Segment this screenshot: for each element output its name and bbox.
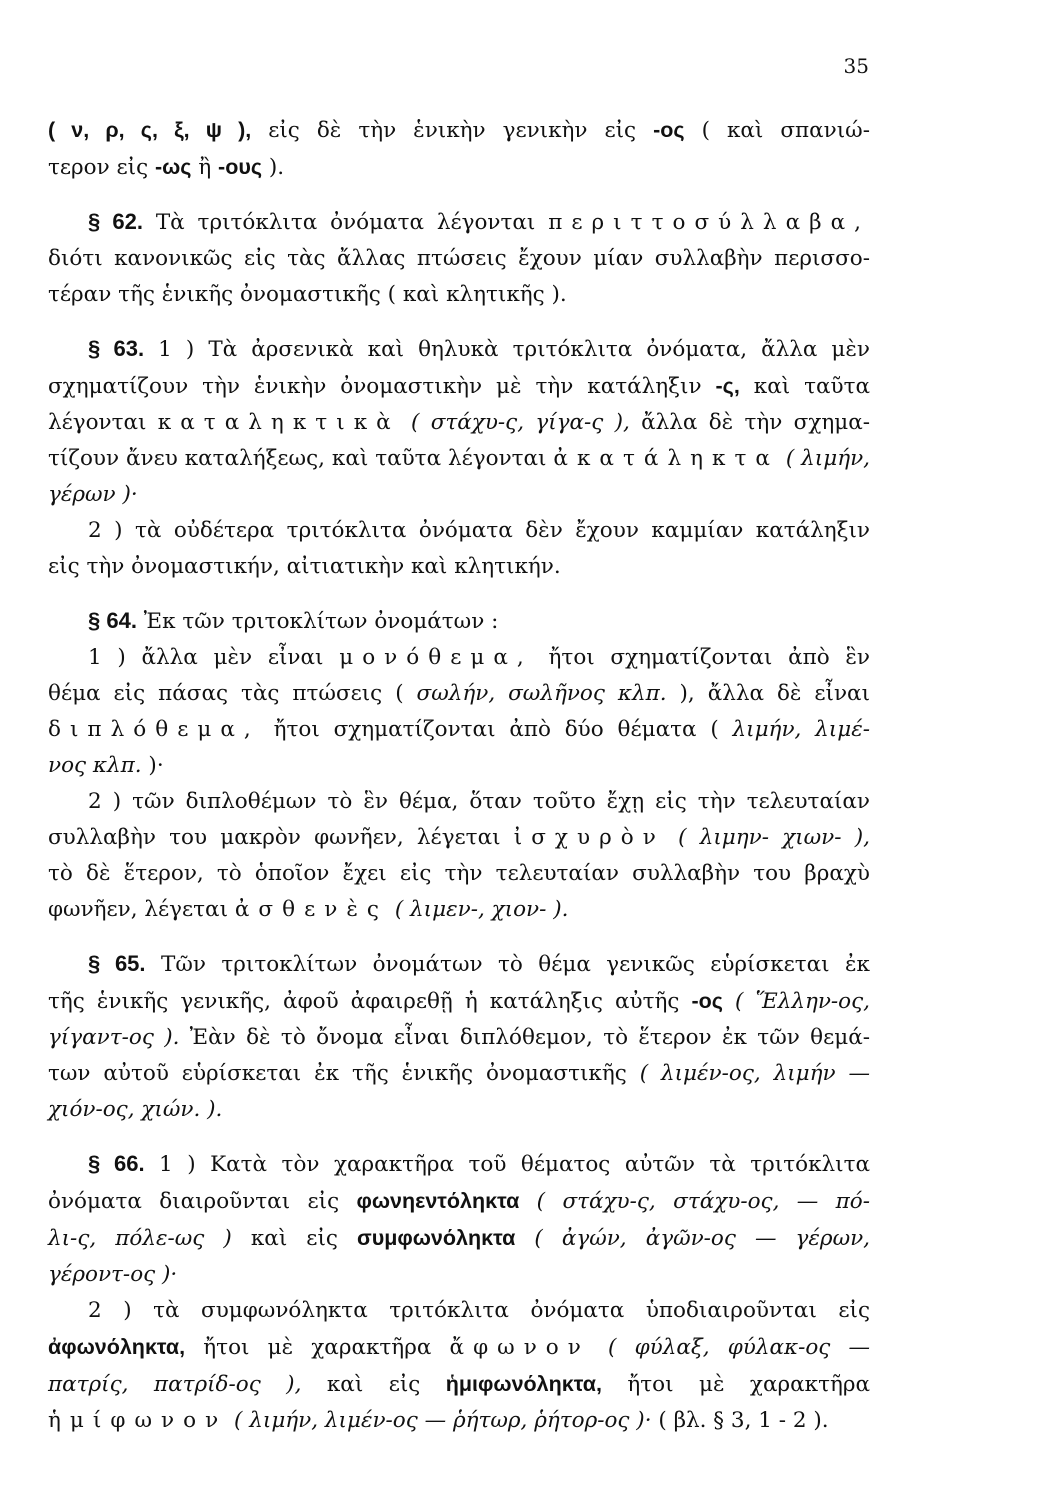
section-64-line: § 64. Ἐκ τῶν τριτοκλίτων ὀνομάτων : (88, 608, 499, 634)
section-65-line: των αὐτοῦ εὑρίσκεται ἐκ τῆς ἑνικῆς ὀνομαστικῆς ( λιμέν-ος, λιμήν — (48, 1061, 870, 1086)
section-62-number: § 62. (88, 209, 143, 234)
section-62-line: τέραν τῆς ἑνικῆς ὀνομαστικῆς ( καὶ κλητικῆς ). (48, 282, 567, 307)
section-63-line: 2 ) τὰ οὐδέτερα τριτόκλιτα ὀνόματα δὲν ἔχουν καμμίαν κατάληξιν (88, 518, 870, 543)
section-64-line: νος κλπ. )· (48, 753, 164, 778)
section-63-line: εἰς τὴν ὀνομαστικήν, αἰτιατικὴν καὶ κλητικήν. (48, 554, 561, 579)
section-63-line: τίζουν ἄνευ καταλήξεως, καὶ ταῦτα λέγονται ἀκατάληκτα ( λιμήν, (48, 446, 870, 471)
page-number: 35 (843, 54, 869, 78)
section-65-line: γίγαντ-ος ). Ἐὰν δὲ τὸ ὄνομα εἶναι διπλόθεμον, τὸ ἕτερον ἐκ τῶν θεμά- (48, 1025, 870, 1050)
section-65-line: § 65. Τῶν τριτοκλίτων ὀνομάτων τὸ θέμα γενικῶς εὑρίσκεται ἐκ (88, 951, 870, 977)
section-64-line: 1 ) ἄλλα μὲν εἶναι μονόθεμα, ἤτοι σχηματίζονται ἀπὸ ἓν (88, 645, 870, 670)
section-66-line: 2 ) τὰ συμφωνόληκτα τριτόκλιτα ὀνόματα ὑποδιαιροῦνται εἰς (88, 1298, 870, 1323)
section-64-line: τὸ δὲ ἕτερον, τὸ ὁποῖον ἔχει εἰς τὴν τελευταίαν συλλαβὴν του βραχὺ (48, 861, 870, 886)
section-63-line: γέρων )· (48, 482, 138, 507)
section-65-line: τῆς ἑνικῆς γενικῆς, ἀφοῦ ἀφαιρεθῇ ἡ κατάληξις αὐτῆς -ος ( Ἕλλην-ος, (48, 989, 870, 1014)
section-64-line: θέμα εἰς πάσας τὰς πτώσεις ( σωλήν, σωλῆνος κλπ. ), ἄλλα δὲ εἶναι (48, 681, 871, 706)
section-63-number: § 63. (88, 336, 145, 361)
section-65-number: § 65. (88, 951, 146, 976)
section-66-line: πατρίς, πατρίδ-ος ), καὶ εἰς ἡμιφωνόληκτα, ἤτοι μὲ χαρακτῆρα (48, 1372, 871, 1397)
section-63-line: λέγονται καταληκτικὰ ( στάχυ-ς, γίγα-ς ), ἄλλα δὲ τὴν σχημα- (48, 410, 870, 435)
section-66-line: ἡμίφωνον ( λιμήν, λιμέν-ος — ῥήτωρ, ῥήτορ-ος )· ( βλ. § 3, 1 - 2 ). (48, 1408, 829, 1433)
section-63-line: § 63. 1 ) Τὰ ἀρσενικὰ καὶ θηλυκὰ τριτόκλιτα ὀνόματα, ἄλλα μὲν (88, 336, 870, 362)
section-62-line: § 62. Τὰ τριτόκλιτα ὀνόματα λέγονται περιττοσύλλαβα, (88, 209, 871, 235)
section-62-line: διότι κανονικῶς εἰς τὰς ἄλλας πτώσεις ἔχουν μίαν συλλαβὴν περισσο- (48, 246, 870, 271)
section-66-line: γέροντ-ος )· (48, 1262, 178, 1287)
section-66-line: ὀνόματα διαιροῦνται εἰς φωνηεντόληκτα ( στάχυ-ς, στάχυ-ος, — πό- (48, 1189, 870, 1214)
page-body (48, 112, 870, 1439)
section-64-line: διπλόθεμα, ἤτοι σχηματίζονται ἀπὸ δύο θέματα ( λιμήν, λιμέ- (48, 717, 870, 742)
section-66-line: ἀφωνόληκτα, ἤτοι μὲ χαρακτῆρα ἄφωνον ( φύλαξ, φύλακ-ος — (48, 1335, 870, 1360)
section-64-line: συλλαβὴν του μακρὸν φωνῆεν, λέγεται ἰσχυρὸν ( λιμην- χιων- ), (48, 825, 870, 850)
section-66-line: λι-ς, πόλε-ως ) καὶ εἰς συμφωνόληκτα ( ἀγών, ἀγῶν-ος — γέρων, (48, 1226, 871, 1251)
section-66-line: § 66. 1 ) Κατὰ τὸν χαρακτῆρα τοῦ θέματος αὐτῶν τὰ τριτόκλιτα (88, 1151, 870, 1177)
paragraph-line: ( ν, ρ, ς, ξ, ψ ), εἰς δὲ τὴν ἑνικὴν γενικὴν εἰς -ος ( καὶ σπανιώ- (48, 118, 870, 143)
section-66-number: § 66. (88, 1151, 145, 1176)
section-63-line: σχηματίζουν τὴν ἑνικὴν ὀνομαστικὴν μὲ τὴν κατάληξιν -ς, καὶ ταῦτα (48, 374, 870, 399)
section-64-number: § 64. (88, 608, 137, 633)
section-64-line: φωνῆεν, λέγεται ἀσθενὲς ( λιμεν-, χιον- ). (48, 897, 569, 922)
section-64-line: 2 ) τῶν διπλοθέμων τὸ ἓν θέμα, ὅταν τοῦτο ἔχῃ εἰς τὴν τελευταίαν (88, 789, 870, 814)
section-65-line: χιόν-ος, χιών. ). (48, 1097, 223, 1122)
paragraph-line: τερον εἰς -ως ἢ -ους ). (48, 155, 285, 180)
